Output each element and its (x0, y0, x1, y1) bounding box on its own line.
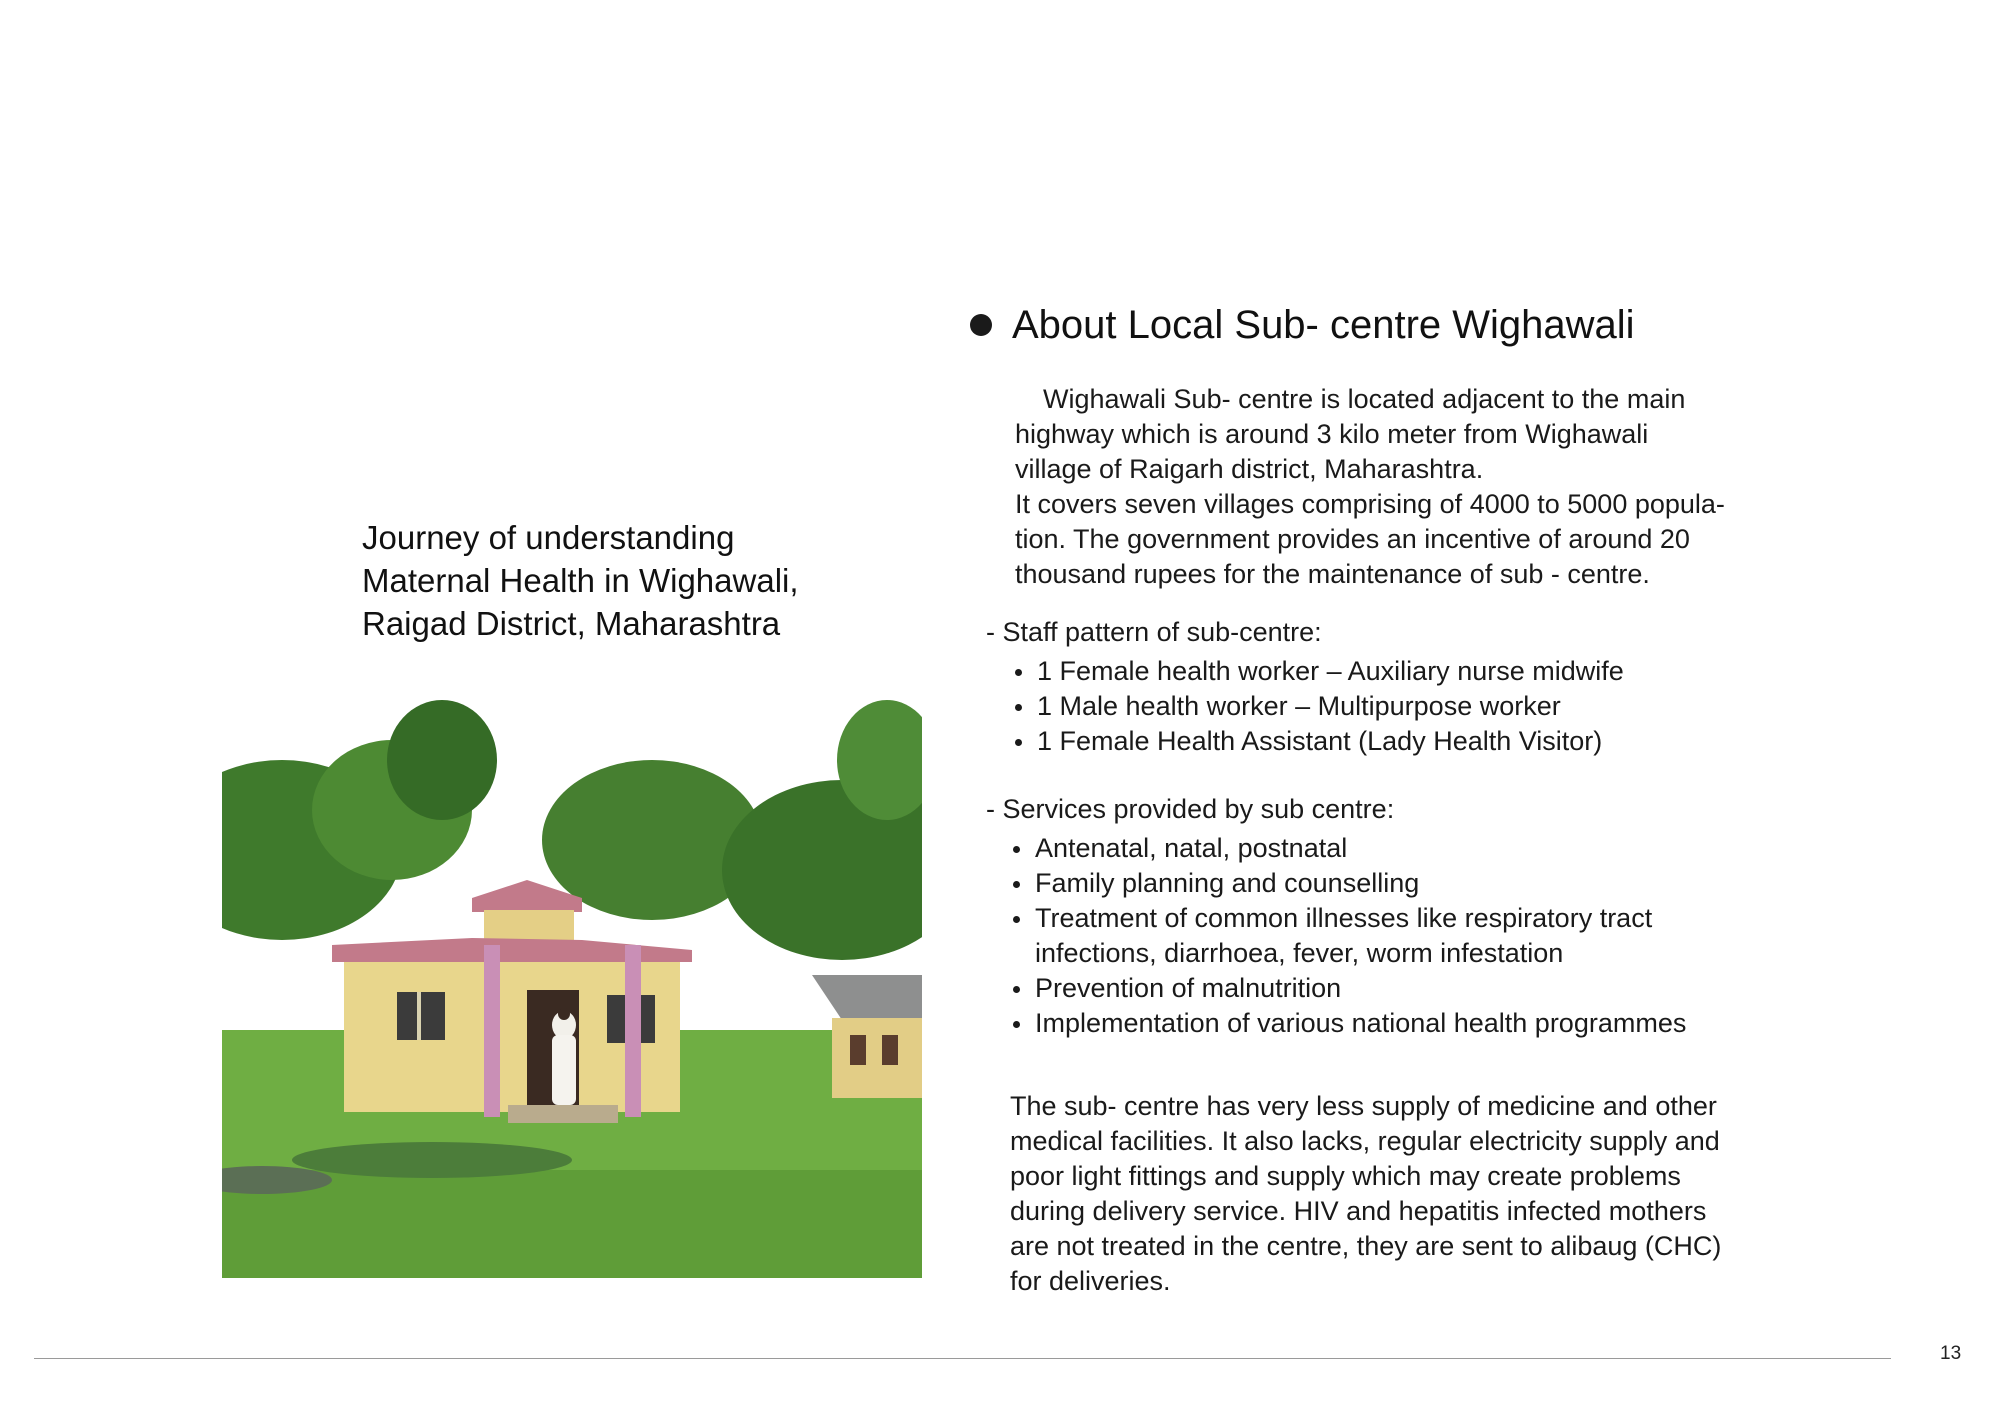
services-heading: - Services provided by sub centre: (986, 794, 1395, 824)
paragraph-line: are not treated in the centre, they are sent to alibaug (CHC) (1010, 1231, 1722, 1261)
page-number: 13 (1940, 1343, 1962, 1364)
staff-heading: - Staff pattern of sub-centre: (986, 617, 1322, 647)
document-title (362, 516, 882, 645)
paragraph-line: It covers seven villages comprising of 4000 to 5000 popula- (1015, 489, 1725, 519)
paragraph-line: The sub- centre has very less supply of medicine and other (1010, 1091, 1717, 1121)
staff-list (1015, 654, 1624, 759)
title-line: Raigad District, Maharashtra (362, 605, 781, 642)
paragraph-line: poor light fittings and supply which may create problems (1010, 1161, 1681, 1191)
services-list (1013, 831, 1686, 1041)
paragraph-line: tion. The government provides an incentive of around 20 (1015, 524, 1690, 554)
list-item: Antenatal, natal, postnatal (1013, 831, 1686, 866)
closing-paragraph (1010, 1089, 1770, 1299)
heading-bullet-icon (970, 314, 992, 336)
paragraph-line: village of Raigarh district, Maharashtra. (1015, 454, 1484, 484)
list-item: Family planning and counselling (1013, 866, 1686, 901)
list-item: 1 Male health worker – Multipurpose worker (1015, 689, 1624, 724)
list-item: Implementation of various national health programmes (1013, 1006, 1686, 1041)
footer-divider (34, 1358, 1891, 1359)
paragraph-line: Wighawali Sub- centre is located adjacent to the main (1043, 384, 1686, 414)
paragraph-line: highway which is around 3 kilo meter from Wighawali (1015, 419, 1649, 449)
paragraph-line: for deliveries. (1010, 1266, 1171, 1296)
intro-paragraph (1015, 382, 1755, 592)
list-item: Prevention of malnutrition (1013, 971, 1686, 1006)
section-heading: About Local Sub- centre Wighawali (1012, 303, 1635, 347)
list-item: Treatment of common illnesses like respiratory tract (1013, 901, 1686, 936)
paragraph-line: during delivery service. HIV and hepatitis infected mothers (1010, 1196, 1707, 1226)
paragraph-line: medical facilities. It also lacks, regular electricity supply and (1010, 1126, 1720, 1156)
list-item-continuation: infections, diarrhoea, fever, worm infestation (1035, 938, 1564, 968)
paragraph-line: thousand rupees for the maintenance of sub - centre. (1015, 559, 1650, 589)
list-item: 1 Female Health Assistant (Lady Health Visitor) (1015, 724, 1624, 759)
title-line: Maternal Health in Wighawali, (362, 562, 799, 599)
sub-centre-photo (222, 700, 922, 1278)
list-item: 1 Female health worker – Auxiliary nurse midwife (1015, 654, 1624, 689)
title-line: Journey of understanding (362, 519, 735, 556)
